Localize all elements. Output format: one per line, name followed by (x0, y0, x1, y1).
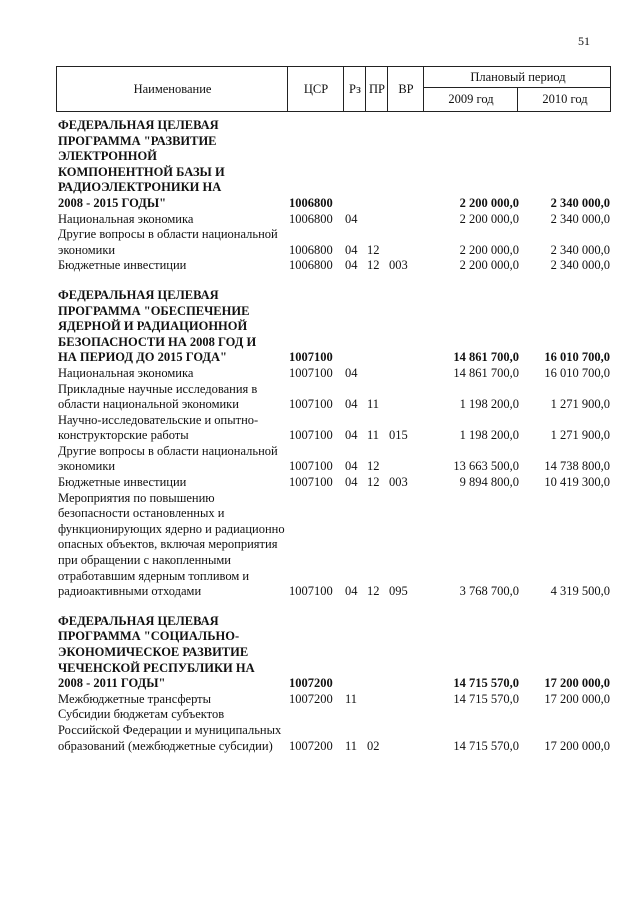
program-title-line: ЧЕЧЕНСКОЙ РЕСПУБЛИКИ НА (58, 660, 255, 675)
program-title-last-line: 2008 - 2011 ГОДЫ" (58, 676, 166, 691)
cell-csr: 1006800 (289, 211, 333, 226)
cell-vr: 003 (389, 258, 408, 273)
program-csr: 1006800 (289, 195, 333, 210)
program-title-line: ЭКОНОМИЧЕСКОЕ РАЗВИТИЕ (58, 645, 249, 659)
program-total-2009: 14 715 570,0 (453, 676, 519, 691)
cell-vr: 003 (389, 475, 408, 490)
table-body (58, 118, 610, 768)
cell-y1: 14 715 570,0 (453, 691, 519, 706)
cell-csr: 1007200 (289, 738, 333, 753)
program-title-line: БЕЗОПАСНОСТИ НА 2008 ГОД И (58, 334, 257, 349)
program-title-last-line: НА ПЕРИОД ДО 2015 ГОДА" (58, 350, 228, 365)
cell-vr: 095 (389, 584, 408, 599)
header-pr: ПР (365, 67, 388, 111)
cell-name: Научно-исследовательские и опытно-конструкторские работы (58, 412, 259, 443)
program-title-last-line: 2008 - 2015 ГОДЫ" (58, 195, 167, 210)
program-csr: 1007100 (289, 350, 333, 365)
cell-pr: 02 (367, 738, 380, 753)
header-rz: Рз (343, 67, 366, 111)
header-name: Наименование (56, 67, 288, 111)
cell-name: Прикладные научные исследования в области национальной экономики (58, 381, 258, 412)
cell-rz: 04 (345, 584, 358, 599)
program-title-line: КОМПОНЕНТНОЙ БАЗЫ И (58, 164, 225, 179)
cell-csr: 1007100 (289, 397, 333, 412)
table-row (58, 491, 610, 600)
program-title-line: ЯДЕРНОЙ И РАДИАЦИОННОЙ (58, 319, 248, 334)
program-title-line: РАДИОЭЛЕКТРОНИКИ НА (58, 180, 222, 195)
header-planned-period: Плановый период (423, 67, 612, 87)
program-total-2009: 2 200 000,0 (459, 195, 519, 210)
table-row (58, 258, 610, 274)
cell-name: Другие вопросы в области национальной экономики (58, 443, 278, 474)
cell-y1: 2 200 000,0 (459, 242, 519, 257)
cell-rz: 04 (345, 397, 358, 412)
cell-y2: 2 340 000,0 (550, 211, 610, 226)
cell-rz: 04 (345, 211, 358, 226)
cell-name: Бюджетные инвестиции (58, 475, 187, 490)
cell-csr: 1007100 (289, 475, 333, 490)
table-header (56, 66, 611, 112)
cell-y1: 1 198 200,0 (459, 428, 519, 443)
cell-y1: 2 200 000,0 (459, 211, 519, 226)
cell-y2: 2 340 000,0 (550, 258, 610, 273)
cell-y1: 2 200 000,0 (459, 258, 519, 273)
table-row (58, 413, 610, 444)
cell-y2: 14 738 800,0 (544, 459, 610, 474)
program-total-row (58, 350, 610, 366)
cell-y1: 14 715 570,0 (453, 738, 519, 753)
program-total-row (58, 676, 610, 692)
header-csr: ЦСР (287, 67, 344, 111)
cell-csr: 1007100 (289, 459, 333, 474)
cell-rz: 04 (345, 459, 358, 474)
program-section (58, 614, 610, 754)
program-total-2009: 14 861 700,0 (453, 350, 519, 365)
cell-pr: 12 (367, 475, 380, 490)
cell-rz: 04 (345, 242, 358, 257)
program-title-line: ФЕДЕРАЛЬНАЯ ЦЕЛЕВАЯ (58, 118, 219, 132)
program-section (58, 288, 610, 600)
cell-csr: 1007100 (289, 365, 333, 380)
program-total-2010: 17 200 000,0 (544, 676, 610, 691)
cell-y2: 16 010 700,0 (544, 365, 610, 380)
cell-csr: 1006800 (289, 242, 333, 257)
program-title-line: ФЕДЕРАЛЬНАЯ ЦЕЛЕВАЯ (58, 287, 219, 302)
program-csr: 1007200 (289, 676, 333, 691)
cell-rz: 11 (345, 691, 358, 706)
cell-pr: 11 (367, 428, 380, 443)
table-row (58, 475, 610, 491)
cell-y2: 10 419 300,0 (544, 475, 610, 490)
cell-y2: 17 200 000,0 (544, 738, 610, 753)
program-total-2010: 2 340 000,0 (550, 195, 610, 210)
cell-y2: 4 319 500,0 (550, 584, 610, 599)
cell-name: Другие вопросы в области национальной экономики (58, 227, 278, 257)
cell-name: Мероприятия по повышению безопасности остановленных и функционирующих ядерно и радиационно опасных объектов, включая мероприятия при обращении с накопленными отработавшим ядерным топливом и радиоактивными отходами (58, 490, 285, 599)
cell-y1: 14 861 700,0 (453, 365, 519, 380)
cell-y1: 3 768 700,0 (459, 584, 519, 599)
cell-y2: 17 200 000,0 (544, 691, 610, 706)
table-row (58, 692, 610, 708)
table-row (58, 227, 610, 258)
table-row (58, 707, 610, 754)
cell-rz: 04 (345, 365, 358, 380)
cell-rz: 04 (345, 258, 358, 273)
cell-pr: 12 (367, 242, 380, 257)
program-section (58, 118, 610, 274)
cell-name: Бюджетные инвестиции (58, 258, 187, 273)
cell-vr: 015 (389, 428, 408, 443)
cell-pr: 12 (367, 258, 380, 273)
cell-y1: 9 894 800,0 (459, 475, 519, 490)
cell-y1: 1 198 200,0 (459, 397, 519, 412)
cell-y2: 1 271 900,0 (550, 397, 610, 412)
header-year-2010: 2010 год (517, 87, 612, 111)
program-title-line: ПРОГРАММА "РАЗВИТИЕ (58, 133, 217, 148)
cell-name: Межбюджетные трансферты (58, 691, 212, 706)
table-row (58, 366, 610, 382)
cell-pr: 11 (367, 397, 380, 412)
header-year-2009: 2009 год (423, 87, 518, 111)
cell-name: Национальная экономика (58, 365, 194, 380)
cell-rz: 04 (345, 475, 358, 490)
cell-rz: 11 (345, 738, 358, 753)
cell-pr: 12 (367, 459, 380, 474)
program-title-line: ЭЛЕКТРОННОЙ (58, 149, 157, 164)
header-vr: ВР (387, 67, 424, 111)
program-total-2010: 16 010 700,0 (544, 350, 610, 365)
cell-csr: 1007100 (289, 428, 333, 443)
cell-name: Национальная экономика (58, 211, 194, 226)
program-total-row (58, 196, 610, 212)
cell-rz: 04 (345, 428, 358, 443)
cell-pr: 12 (367, 584, 380, 599)
cell-csr: 1007100 (289, 584, 333, 599)
program-title-line: ФЕДЕРАЛЬНАЯ ЦЕЛЕВАЯ (58, 613, 219, 628)
program-title-line: ПРОГРАММА "СОЦИАЛЬНО- (58, 629, 240, 644)
cell-y2: 1 271 900,0 (550, 428, 610, 443)
cell-y1: 13 663 500,0 (453, 459, 519, 474)
table-row (58, 212, 610, 228)
page-number: 51 (578, 34, 590, 48)
table-row (58, 444, 610, 475)
cell-csr: 1007200 (289, 691, 333, 706)
program-title-line: ПРОГРАММА "ОБЕСПЕЧЕНИЕ (58, 303, 250, 318)
cell-name: Субсидии бюджетам субъектов Российской Федерации и муниципальных образований (межбюджетные субсидии) (58, 707, 282, 753)
cell-csr: 1006800 (289, 258, 333, 273)
table-row (58, 382, 610, 413)
cell-y2: 2 340 000,0 (550, 242, 610, 257)
